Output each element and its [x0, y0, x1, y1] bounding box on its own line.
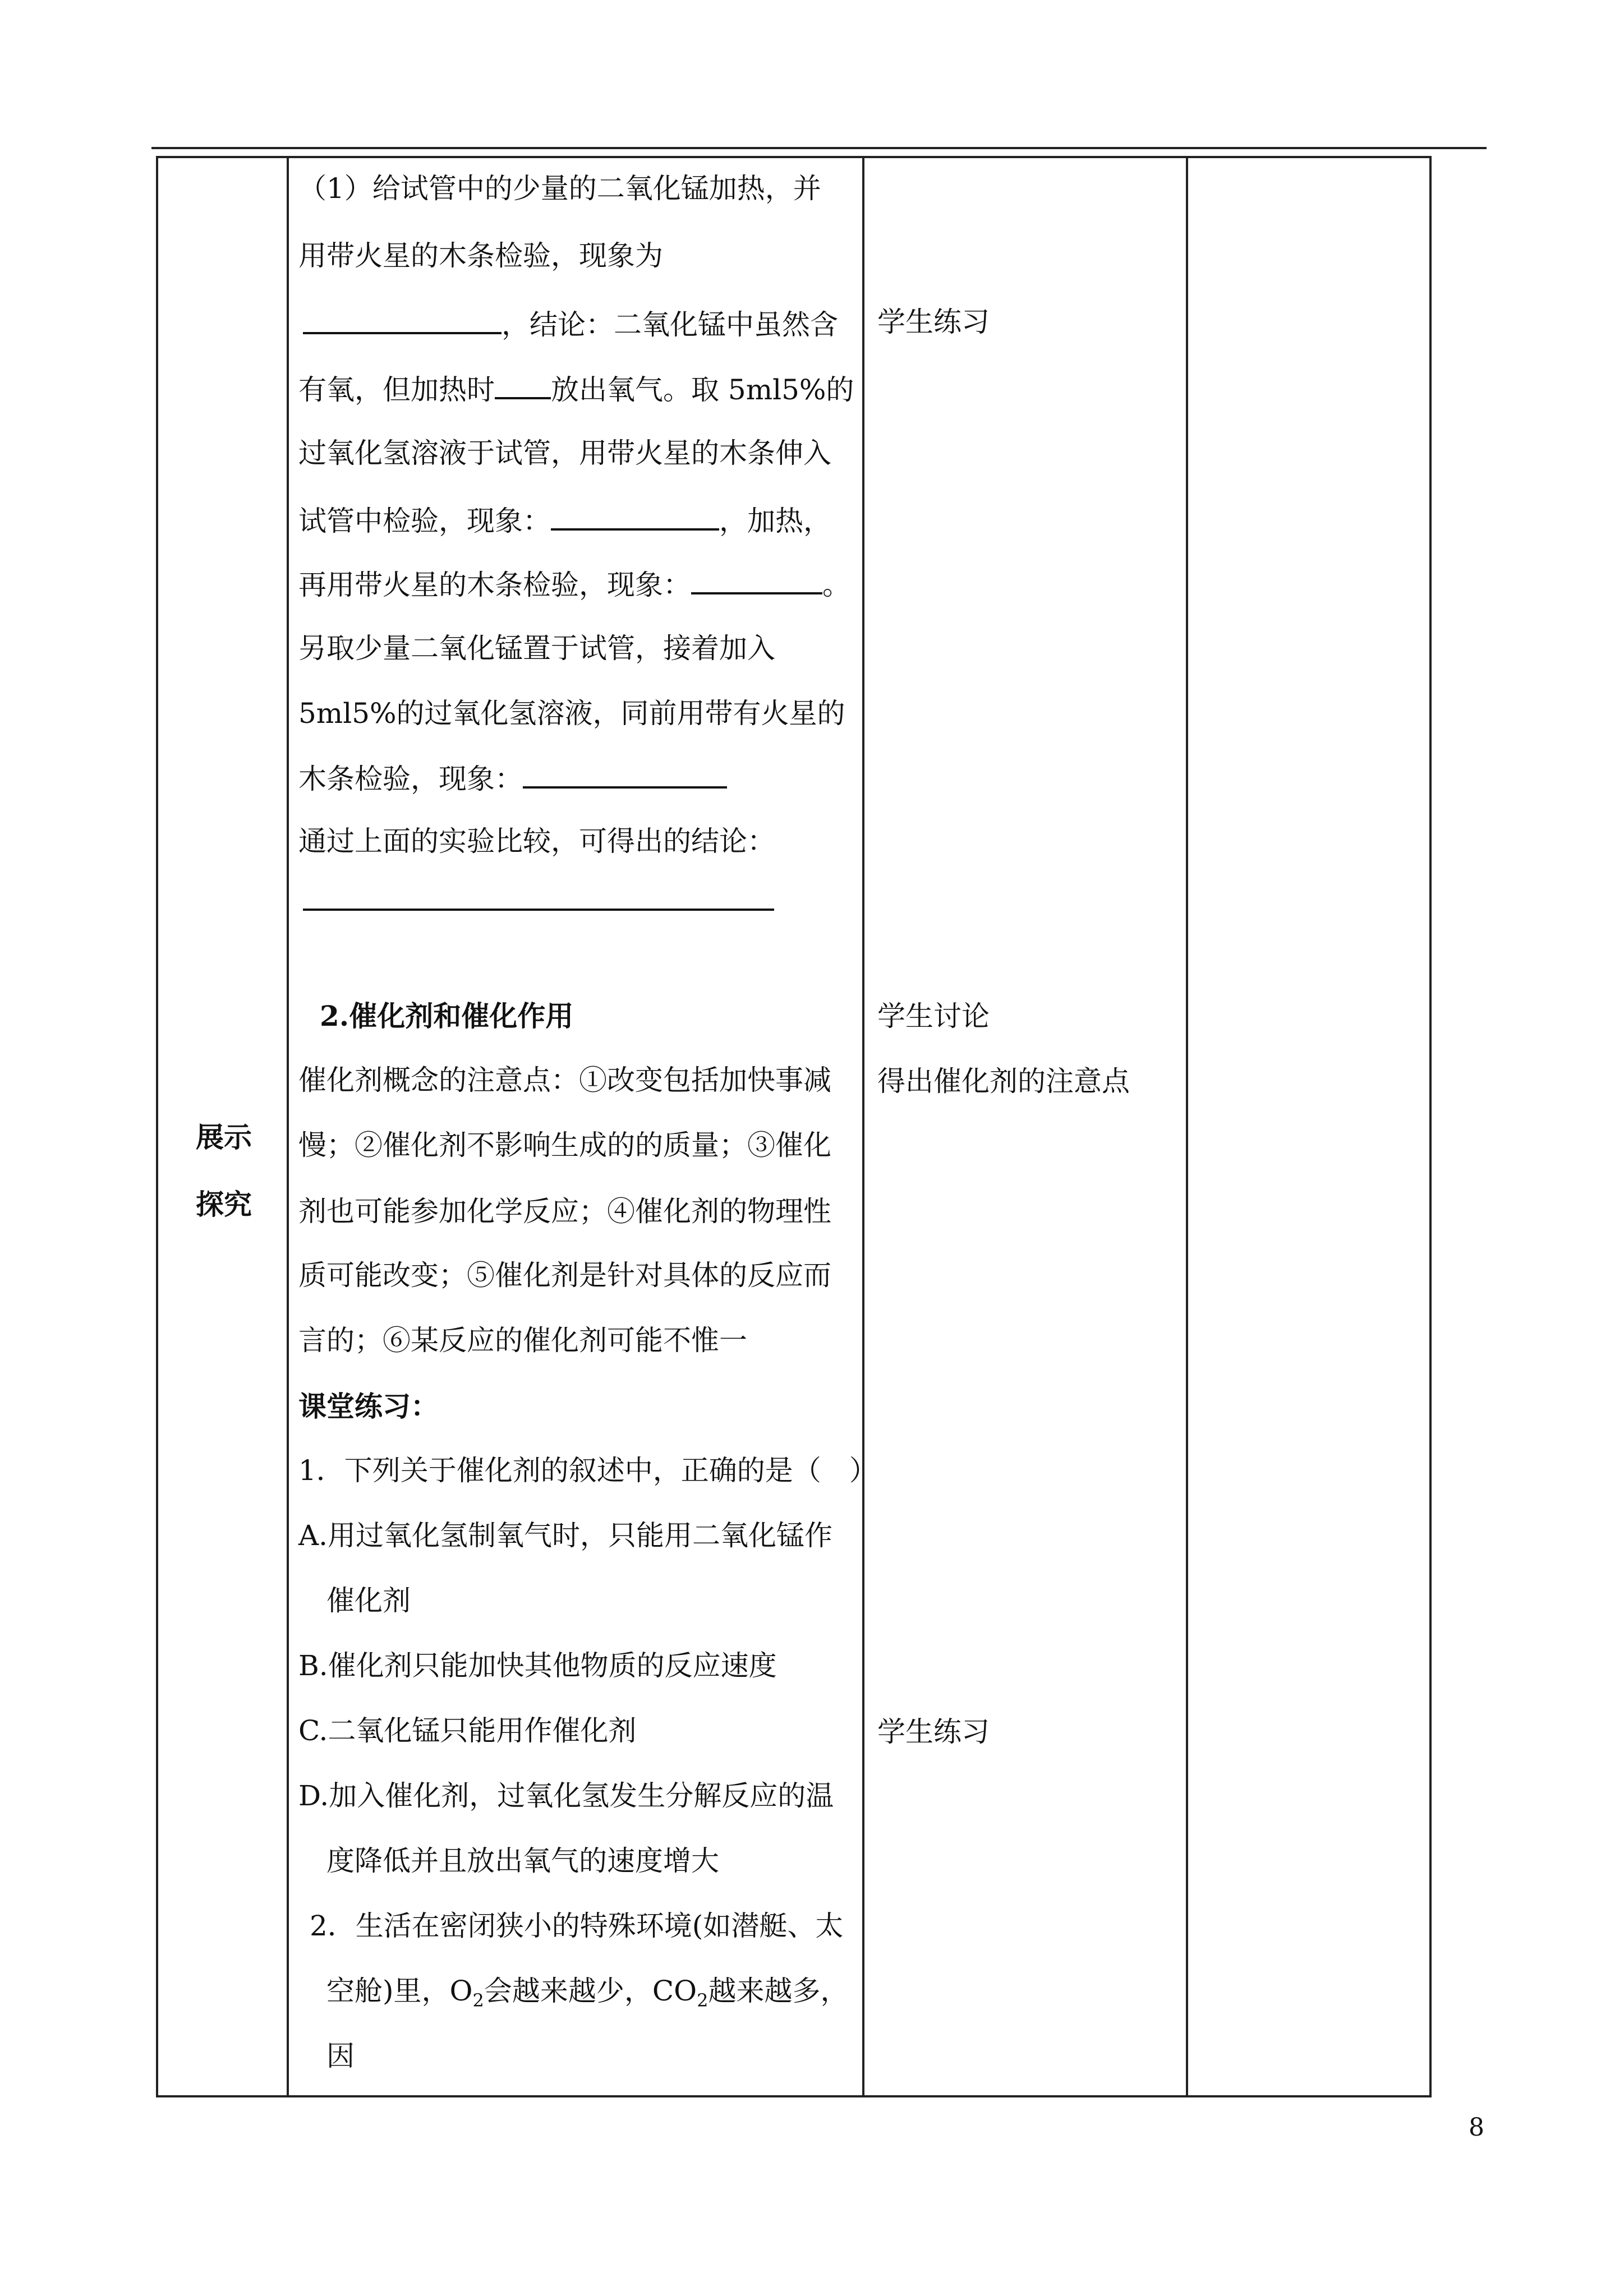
question-2: 2．生活在密闭狭小的特殊环境(如潜艇、太 [310, 1910, 844, 1942]
experiment-line-9: 5ml5%的过氧化氢溶液，同前用带有火星的 [298, 697, 845, 730]
experiment-line-3: ，结论：二氧化锰中虽然含 [303, 306, 838, 342]
experiment-line-10: 木条检验，现象： [298, 760, 727, 796]
practice-heading: 课堂练习： [298, 1390, 439, 1423]
q1-option-a: A.用过氧化氢制氧气时，只能用二氧化锰作 [298, 1519, 833, 1552]
fill-blank[interactable] [551, 502, 719, 531]
catalyst-line-5: 言的；⑥某反应的催化剂可能不惟一 [298, 1324, 747, 1357]
experiment-line-1: （1）给试管中的少量的二氧化锰加热，并 [298, 172, 821, 205]
experiment-line-4: 有氧，但加热时 放出氧气。取 5ml5%的 [298, 371, 854, 407]
catalyst-line-3: 剂也可能参加化学反应；④催化剂的物理性 [298, 1195, 831, 1228]
fill-blank[interactable] [495, 371, 551, 399]
q1-option-d-cont: 度降低并且放出氧气的速度增大 [326, 1845, 719, 1877]
experiment-line-11: 通过上面的实验比较，可得出的结论： [298, 825, 775, 857]
page-number: 8 [1469, 2113, 1484, 2142]
conclusion-blank[interactable] [303, 909, 774, 911]
header-rule [151, 147, 1487, 149]
experiment-line-7: 再用带火星的木条检验，现象： 。 [298, 566, 850, 602]
table-divider-1 [287, 158, 289, 2095]
experiment-line-2: 用带火星的木条检验，现象为 [298, 239, 663, 272]
section-label-line2: 探究 [196, 1188, 252, 1221]
experiment-line-8: 另取少量二氧化锰置于试管，接着加入 [298, 632, 775, 665]
lesson-table [156, 156, 1432, 2097]
fill-blank[interactable] [303, 306, 502, 334]
experiment-line-5: 过氧化氢溶液于试管，用带火星的木条伸入 [298, 437, 831, 469]
student-practice-2: 学生练习 [877, 1716, 990, 1748]
catalyst-line-1: 催化剂概念的注意点：①改变包括加快事减 [298, 1064, 831, 1096]
q1-option-c: C.二氧化锰只能用作催化剂 [298, 1714, 637, 1747]
fill-blank[interactable] [523, 760, 727, 789]
question-2-line-2: 空舱)里，$O_2$会越来越少，$CO_2$越来越多， [326, 1975, 849, 2011]
student-discuss-result: 得出催化剂的注意点 [877, 1065, 1130, 1098]
question-1: 1．下列关于催化剂的叙述中，正确的是（ ） [298, 1454, 877, 1487]
question-2-line-3: 因 [326, 2040, 355, 2072]
q1-option-d: D.加入催化剂，过氧化氢发生分解反应的温 [298, 1779, 834, 1812]
fill-blank[interactable] [691, 566, 822, 594]
catalyst-line-2: 慢；②催化剂不影响生成的的质量；③催化 [298, 1129, 831, 1161]
table-divider-3 [1186, 158, 1188, 2095]
student-practice-1: 学生练习 [877, 306, 990, 338]
table-divider-2 [862, 158, 864, 2095]
experiment-line-6: 试管中检验，现象： ，加热， [298, 502, 831, 538]
q1-option-a-cont: 催化剂 [326, 1584, 411, 1617]
student-discuss: 学生讨论 [877, 1000, 990, 1032]
catalyst-heading: 2.催化剂和催化作用 [320, 999, 574, 1032]
catalyst-line-4: 质可能改变；⑤催化剂是针对具体的反应而 [298, 1259, 831, 1292]
section-label-line1: 展示 [196, 1121, 252, 1154]
q1-option-b: B.催化剂只能加快其他物质的反应速度 [298, 1649, 777, 1682]
